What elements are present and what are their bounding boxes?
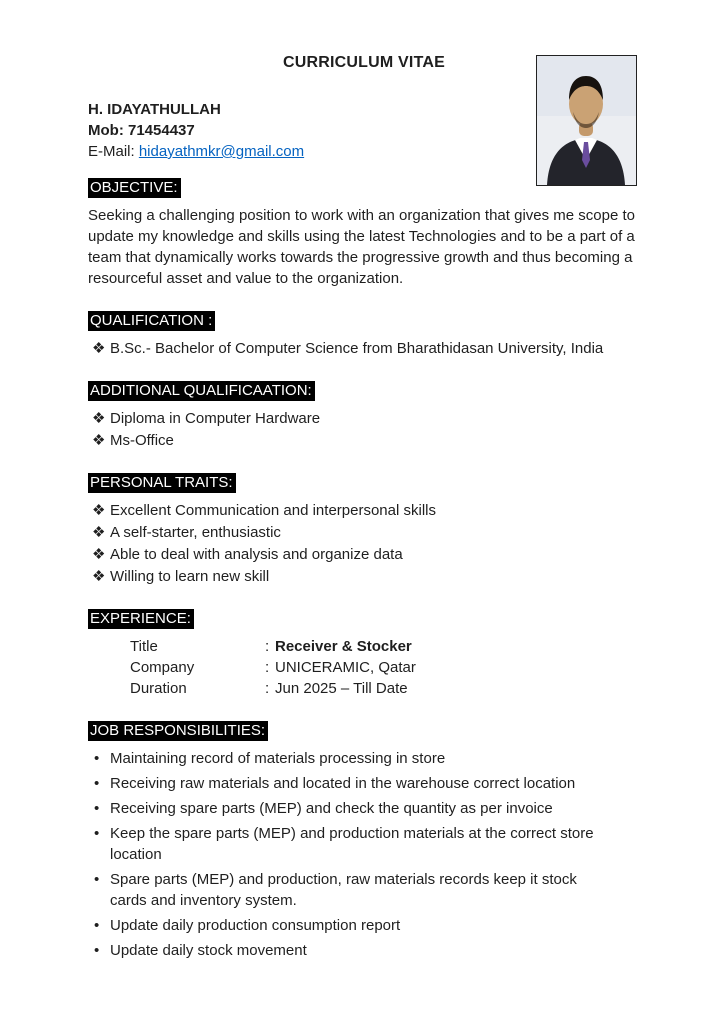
responsibility-item: Update daily stock movement	[110, 942, 307, 959]
list-item	[88, 408, 640, 429]
personal-trait-item: Able to deal with analysis and organize data	[110, 546, 403, 563]
list-item	[88, 338, 640, 359]
list-item	[88, 522, 640, 543]
experience-title-row	[88, 636, 640, 657]
section-objective	[88, 178, 640, 289]
experience-title-value: Receiver & Stocker	[275, 638, 412, 655]
personal-trait-item: Willing to learn new skill	[110, 568, 270, 585]
personal-traits-heading: PERSONAL TRAITS:	[88, 473, 236, 493]
mobile-number: Mob: 71454437	[88, 122, 195, 139]
job-responsibilities-list	[88, 748, 640, 961]
section-experience	[88, 609, 640, 699]
objective-heading: OBJECTIVE:	[88, 178, 181, 198]
round-bullet-icon: •	[94, 750, 100, 767]
diamond-bullet-icon: ❖	[92, 340, 106, 357]
list-item	[88, 773, 640, 794]
portrait-photo-illustration	[537, 56, 636, 185]
section-qualification	[88, 311, 640, 359]
experience-company-row	[88, 657, 640, 678]
list-item	[88, 869, 640, 911]
round-bullet-icon: •	[94, 942, 100, 959]
diamond-bullet-icon: ❖	[92, 432, 106, 449]
additional-qualification-item: Diploma in Computer Hardware	[110, 410, 321, 427]
list-item	[88, 940, 640, 961]
experience-colon: :	[265, 680, 270, 697]
list-item	[88, 430, 640, 451]
diamond-bullet-icon: ❖	[92, 502, 106, 519]
round-bullet-icon: •	[94, 800, 100, 817]
section-job-responsibilities	[88, 721, 640, 961]
qualification-item: B.Sc.- Bachelor of Computer Science from Bharathidasan University, India	[110, 340, 604, 357]
experience-duration-value: Jun 2025 – Till Date	[275, 680, 408, 697]
section-additional-qualification	[88, 381, 640, 451]
email-label: E-Mail:	[88, 143, 139, 160]
round-bullet-icon: •	[94, 825, 100, 842]
document-title: CURRICULUM VITAE	[282, 54, 445, 71]
list-item	[88, 823, 640, 865]
list-item	[88, 748, 640, 769]
list-item	[88, 915, 640, 936]
list-item	[88, 500, 640, 521]
personal-traits-list	[88, 500, 640, 587]
experience-duration-label: Duration	[130, 680, 187, 697]
qualification-list	[88, 338, 640, 359]
experience-company-value: UNICERAMIC, Qatar	[275, 659, 416, 676]
diamond-bullet-icon: ❖	[92, 410, 106, 427]
job-responsibilities-heading: JOB RESPONSIBILITIES:	[88, 721, 268, 741]
list-item	[88, 544, 640, 565]
round-bullet-icon: •	[94, 917, 100, 934]
diamond-bullet-icon: ❖	[92, 568, 106, 585]
qualification-heading: QUALIFICATION :	[88, 311, 215, 331]
round-bullet-icon: •	[94, 871, 100, 888]
experience-duration-row	[88, 678, 640, 699]
round-bullet-icon: •	[94, 775, 100, 792]
diamond-bullet-icon: ❖	[92, 524, 106, 541]
responsibility-item: Receiving spare parts (MEP) and check the quantity as per invoice	[110, 800, 553, 817]
email-link[interactable]: hidayathmkr@gmail.com	[138, 143, 305, 160]
candidate-name: H. IDAYATHULLAH	[88, 101, 221, 118]
objective-text: Seeking a challenging position to work with an organization that gives me scope to update my knowledge and skills using the latest Technologies and to be a part of a team that dynamically works towards the progressive growth and thus becoming a resourceful asset and value to the organization.	[88, 207, 635, 287]
experience-colon: :	[265, 638, 270, 655]
experience-colon: :	[265, 659, 270, 676]
additional-qualification-list	[88, 408, 640, 451]
experience-title-label: Title	[130, 638, 158, 655]
responsibility-item: Update daily production consumption report	[110, 917, 401, 934]
list-item	[88, 798, 640, 819]
responsibility-item: Keep the spare parts (MEP) and production materials at the correct store location	[110, 825, 594, 863]
additional-qualification-heading: ADDITIONAL QUALIFICAATION:	[88, 381, 315, 401]
personal-trait-item: A self-starter, enthusiastic	[110, 524, 281, 541]
portrait-photo	[536, 55, 637, 186]
responsibility-item: Maintaining record of materials processing in store	[110, 750, 446, 767]
additional-qualification-item: Ms-Office	[110, 432, 174, 449]
section-personal-traits	[88, 473, 640, 587]
personal-trait-item: Excellent Communication and interpersonal skills	[110, 502, 436, 519]
experience-heading: EXPERIENCE:	[88, 609, 194, 629]
responsibility-item: Receiving raw materials and located in the warehouse correct location	[110, 775, 576, 792]
experience-company-label: Company	[130, 659, 195, 676]
list-item	[88, 566, 640, 587]
responsibility-item: Spare parts (MEP) and production, raw materials records keep it stock cards and inventory system.	[110, 871, 577, 909]
diamond-bullet-icon: ❖	[92, 546, 106, 563]
